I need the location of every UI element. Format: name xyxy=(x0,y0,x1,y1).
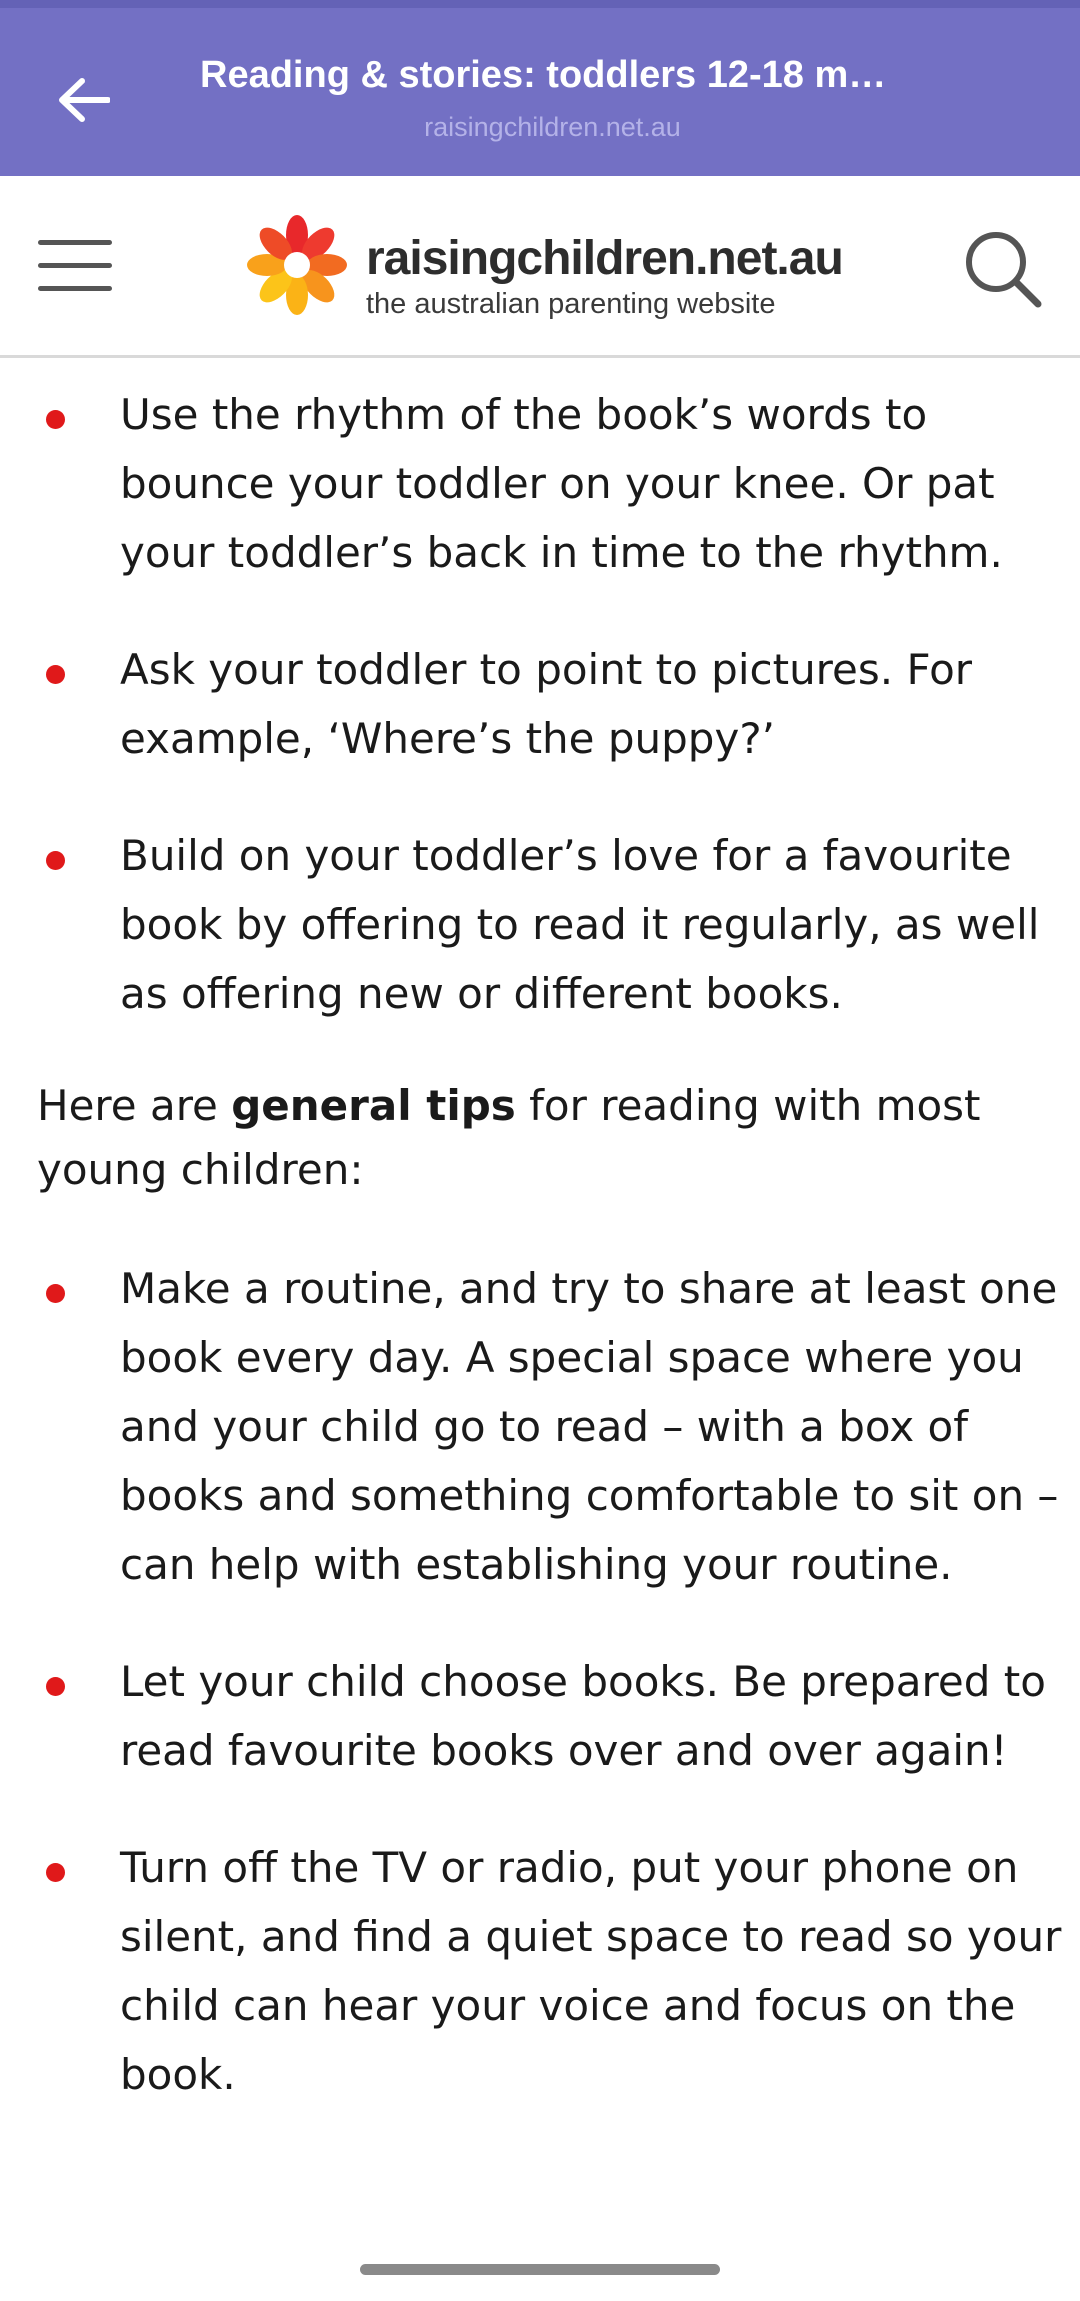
custom-tab-toolbar xyxy=(0,0,1080,176)
bullet-list-toddler xyxy=(0,380,1080,1028)
list-item-text: Ask your toddler to point to pictures. For example, ‘Where’s the puppy?’ xyxy=(120,645,973,763)
gesture-navigation-bar[interactable] xyxy=(360,2264,720,2275)
bullet-icon xyxy=(46,1677,65,1696)
bullet-icon xyxy=(46,1863,65,1882)
bullet-icon xyxy=(46,851,65,870)
bullet-icon xyxy=(46,665,65,684)
bullet-list-general-tips xyxy=(0,1254,1080,2109)
list-item xyxy=(0,1254,1080,1599)
arrow-left-icon xyxy=(58,78,110,122)
article-content xyxy=(0,358,1080,2109)
site-header xyxy=(0,176,1080,358)
page-title: Reading & stories: toddlers 12-18 m… xyxy=(200,54,887,96)
logo-flower-icon xyxy=(242,210,352,320)
list-item xyxy=(0,635,1080,773)
tips-intro-before: Here are xyxy=(37,1081,232,1130)
logo-tagline: the australian parenting website xyxy=(366,288,776,320)
list-item xyxy=(0,1647,1080,1785)
list-item xyxy=(0,821,1080,1028)
list-item-text: Build on your toddler’s love for a favourite book by offering to read it regularly, as well as offering new or different books. xyxy=(120,831,1040,1018)
list-item xyxy=(0,380,1080,587)
bullet-icon xyxy=(46,1284,65,1303)
page-url: raisingchildren.net.au xyxy=(424,112,681,142)
list-item-text: Let your child choose books. Be prepared to read favourite books over and over again! xyxy=(120,1657,1046,1775)
list-item-text: Make a routine, and try to share at least one book every day. A special space where you and your child go to read – with a box of books and something comfortable to sit on – can help with establishing your routine. xyxy=(120,1264,1059,1589)
tips-intro-after: for reading with most young children: xyxy=(37,1081,981,1194)
back-button[interactable] xyxy=(50,66,118,134)
tips-intro-bold: general tips xyxy=(231,1081,516,1130)
site-logo[interactable] xyxy=(242,208,842,324)
logo-name: raisingchildren.net.au xyxy=(366,232,843,285)
bullet-icon xyxy=(46,410,65,429)
menu-button[interactable] xyxy=(38,238,116,294)
search-button[interactable] xyxy=(960,226,1046,312)
list-item-text: Turn off the TV or radio, put your phone on silent, and find a quiet space to read so your child can hear your voice and focus on the book. xyxy=(120,1843,1062,2099)
search-icon xyxy=(960,226,1046,312)
list-item xyxy=(0,1833,1080,2109)
list-item-text: Use the rhythm of the book’s words to bounce your toddler on your knee. Or pat your toddler’s back in time to the rhythm. xyxy=(120,390,1003,577)
tips-intro xyxy=(0,1074,1080,1202)
